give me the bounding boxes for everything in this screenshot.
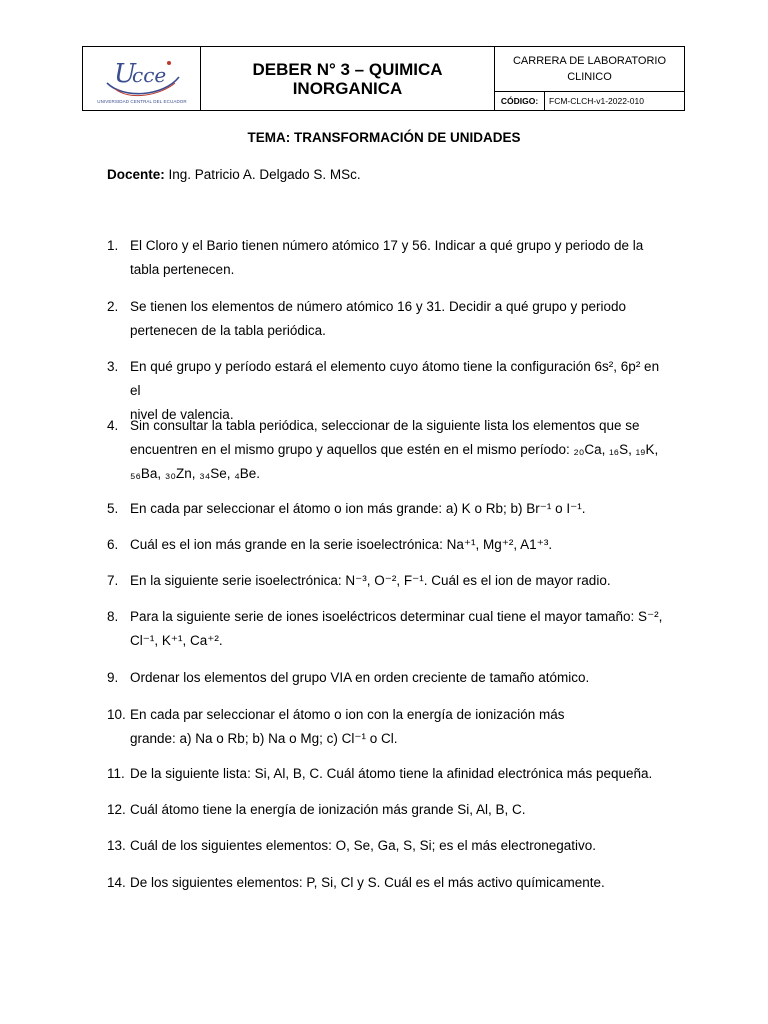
question-line: encuentren en el mismo grupo y aquellos que estén en el mismo período: ₂₀Ca, ₁₆S, ₁₉K,: [130, 442, 659, 457]
question-item: [107, 295, 667, 343]
teacher-line: [107, 167, 361, 182]
svg-text:cce: cce: [132, 63, 167, 87]
question-number: 11.: [107, 766, 125, 781]
question-line: ₅₆Ba, ₃₀Zn, ₃₄Se, ₄Be.: [130, 466, 261, 481]
question-number: 14.: [107, 875, 126, 890]
question-line: tabla pertenecen.: [130, 262, 235, 277]
question-item: [107, 762, 667, 786]
question-line: nivel de valencia.: [130, 407, 234, 422]
question-item: [107, 234, 667, 282]
title-line-2: INORGANICA: [292, 78, 403, 98]
question-line: pertenecen de la tabla periódica.: [130, 323, 326, 338]
logo-caption: UNIVERSIDAD CENTRAL DEL ECUADOR: [97, 99, 187, 104]
question-item: [107, 569, 667, 593]
question-item: [107, 798, 667, 822]
question-number: 10.: [107, 707, 126, 722]
question-item: [107, 703, 667, 751]
header-table: [82, 46, 685, 111]
question-line: En cada par seleccionar el átomo o ion más grande: a) K o Rb; b) Br⁻¹ o I⁻¹.: [130, 501, 586, 516]
question-number: 6.: [107, 537, 119, 552]
question-number: 12.: [107, 802, 126, 817]
question-number: 3.: [107, 359, 119, 374]
question-line: De la siguiente lista: Si, Al, B, C. Cuál átomo tiene la afinidad electrónica más pequeña.: [130, 766, 653, 781]
question-number: 1.: [107, 238, 119, 253]
question-line: Cuál átomo tiene la energía de ionización más grande Si, Al, B, C.: [130, 802, 526, 817]
question-line: En la siguiente serie isoelectrónica: N⁻³, O⁻², F⁻¹. Cuál es el ion de mayor radio.: [130, 573, 611, 588]
code-row: [495, 92, 684, 110]
question-item: [107, 533, 667, 557]
topic-heading: TEMA: TRANSFORMACIÓN DE UNIDADES: [247, 130, 521, 145]
question-line: Sin consultar la tabla periódica, seleccionar de la siguiente lista los elementos que se: [130, 418, 640, 433]
career-cell: [495, 47, 684, 92]
question-line: Cl⁻¹, K⁺¹, Ca⁺².: [130, 633, 223, 648]
header-info: [495, 47, 684, 110]
question-item: [107, 834, 667, 858]
title-line-1: DEBER N° 3 – QUIMICA: [252, 59, 443, 79]
question-number: 9.: [107, 670, 119, 685]
question-item: [107, 605, 667, 653]
career-line-2: CLINICO: [567, 71, 612, 83]
career-line-1: CARRERA DE LABORATORIO: [512, 55, 667, 67]
question-item: [107, 666, 667, 690]
question-line: En qué grupo y período estará el elemento cuyo átomo tiene la configuración 6s², 6p² en el: [130, 359, 660, 398]
question-line: El Cloro y el Bario tienen número atómico 17 y 56. Indicar a qué grupo y periodo de la: [130, 238, 644, 253]
question-line: Ordenar los elementos del grupo VIA en orden creciente de tamaño atómico.: [130, 670, 590, 685]
teacher-name: Ing. Patricio A. Delgado S. MSc.: [168, 167, 361, 182]
question-number: 5.: [107, 501, 119, 516]
question-number: 7.: [107, 573, 119, 588]
question-item: [107, 871, 667, 895]
question-number: 13.: [107, 838, 126, 853]
university-logo: [83, 47, 201, 110]
svg-text:U: U: [114, 59, 136, 89]
question-line: De los siguientes elementos: P, Si, Cl y S. Cuál es el más activo químicamente.: [130, 875, 605, 890]
question-line: Cuál es el ion más grande en la serie isoelectrónica: Na⁺¹, Mg⁺², A1⁺³.: [130, 537, 553, 552]
question-line: grande: a) Na o Rb; b) Na o Mg; c) Cl⁻¹ o Cl.: [130, 731, 398, 746]
question-number: 2.: [107, 299, 119, 314]
ucce-logo-icon: [87, 49, 197, 101]
question-line: Se tienen los elementos de número atómico 16 y 31. Decidir a qué grupo y periodo: [130, 299, 627, 314]
code-label: CÓDIGO:: [495, 92, 545, 110]
question-line: Cuál de los siguientes elementos: O, Se, Ga, S, Si; es el más electronegativo.: [130, 838, 596, 853]
question-line: En cada par seleccionar el átomo o ion con la energía de ionización más: [130, 707, 565, 722]
question-number: 4.: [107, 418, 119, 433]
question-line: Para la siguiente serie de iones isoeléctricos determinar cual tiene el mayor tamaño: S⁻²,: [130, 609, 663, 624]
question-number: 8.: [107, 609, 119, 624]
code-value: FCM-CLCH-v1-2022-010: [549, 96, 644, 106]
teacher-label: Docente:: [107, 167, 165, 182]
question-item: [107, 414, 667, 486]
question-item: [107, 497, 667, 521]
document-title: [201, 47, 495, 110]
